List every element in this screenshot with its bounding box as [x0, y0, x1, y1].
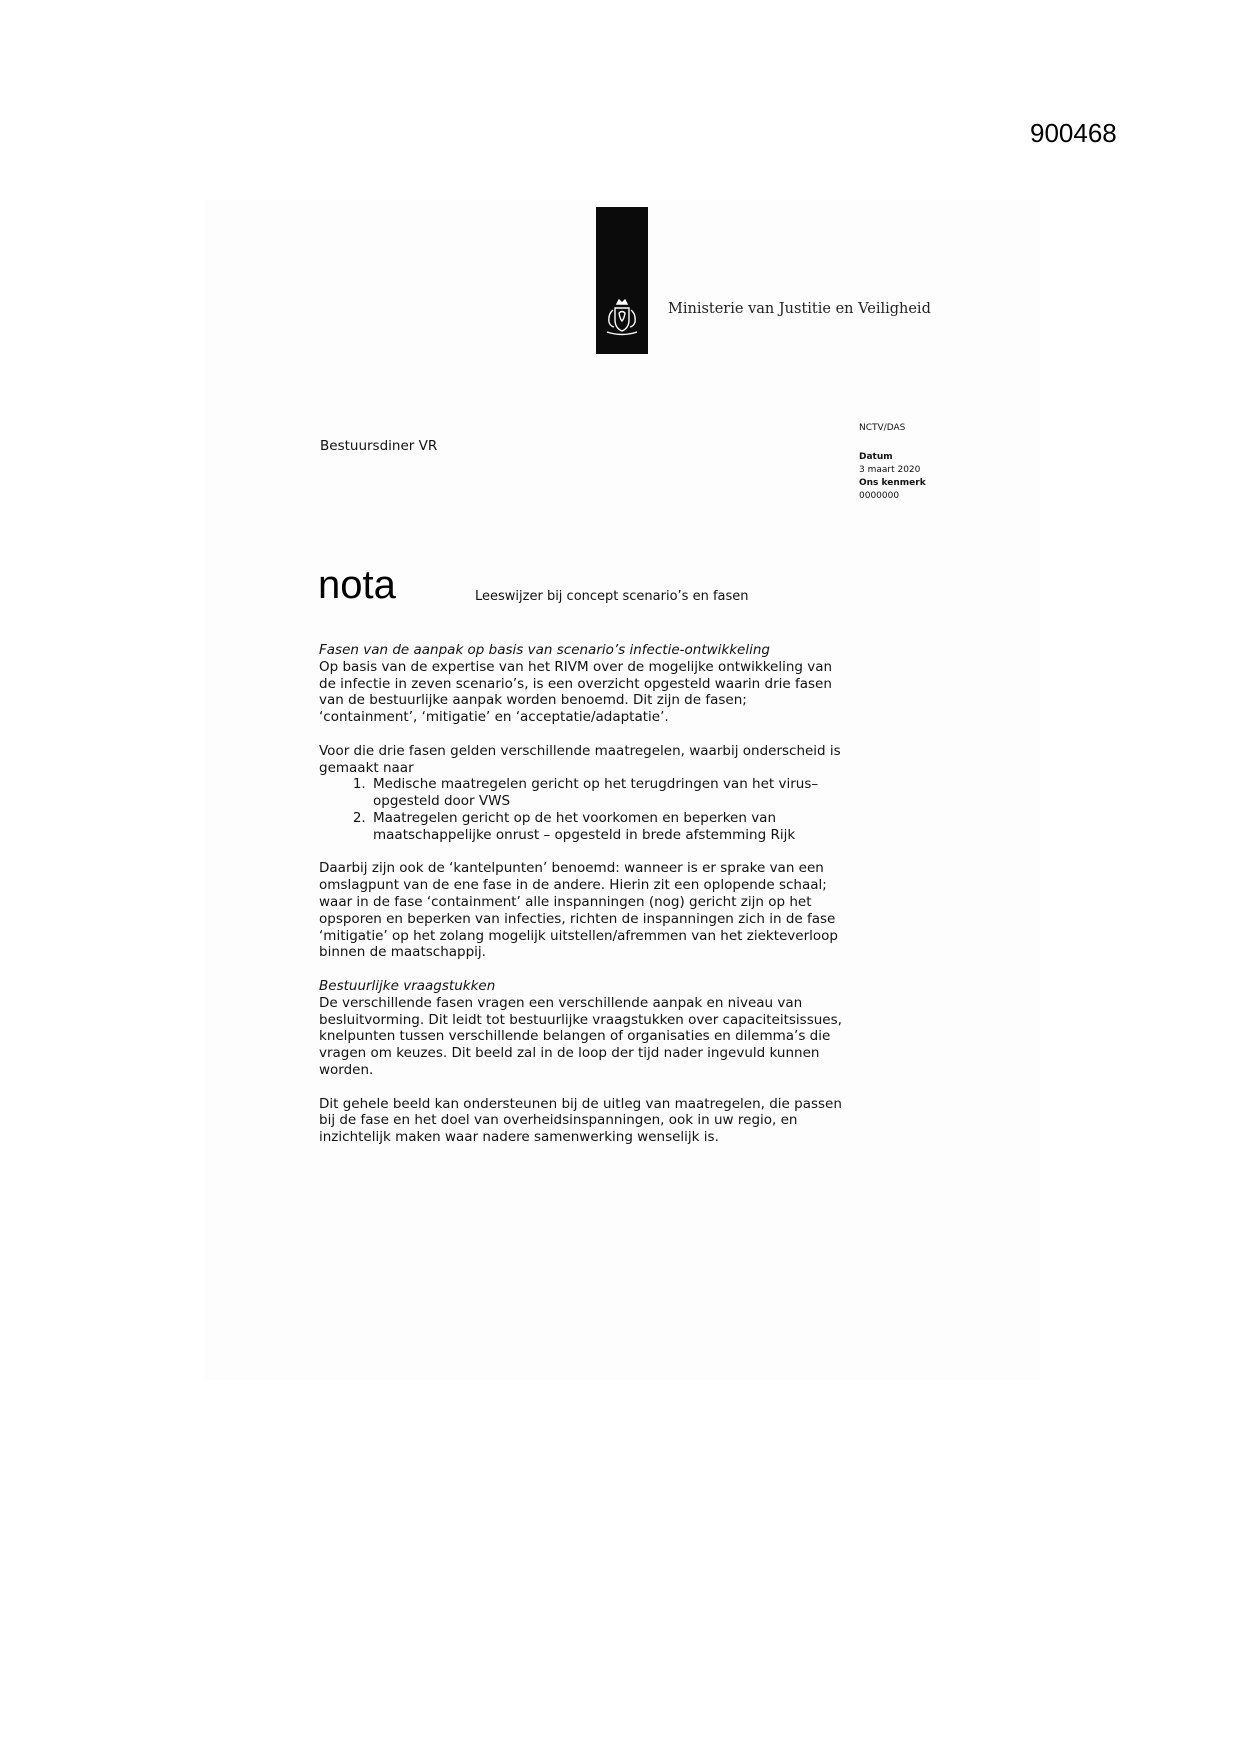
paragraph: De verschillende fasen vragen een verschillende aanpak en niveau van besluitvorming. Dit leidt tot bestuurlijke vraagstukken over capaciteitsissues, knelpunten tussen verschillende belangen of organisaties en dilemma’s die vragen om keuzes. Dit beeld zal in de loop der tijd nader ingevuld kunnen worden.	[319, 994, 842, 1078]
document-body	[319, 642, 849, 1163]
recipient: Bestuursdiner VR	[320, 438, 438, 454]
section-heading: Bestuurlijke vraagstukken	[319, 977, 496, 994]
paragraph: Daarbij zijn ook de ‘kantelpunten’ benoemd: wanneer is er sprake van een omslagpunt van de ene fase in de andere. Hierin zit een oplopende schaal; waar in de fase ‘containment’ alle inspanningen (nog) gericht zijn op het opsporen en beperken van infecties, richten de inspanningen zich in de fase ‘mitigatie’ op het zolang mogelijk uitstellen/afremmen van het ziekteverloop binnen de maatschappij.	[319, 860, 838, 961]
paragraph: Op basis van de expertise van het RIVM over de mogelijke ontwikkeling van de infectie in zeven scenario’s, is een overzicht opgesteld waarin drie fasen van de bestuurlijke aanpak worden benoemd. Dit zijn de fasen; ‘containment’, ‘mitigatie’ en ‘acceptatie/adaptatie’.	[319, 658, 833, 726]
paragraph: Voor die drie fasen gelden verschillende maatregelen, waarbij onderscheid is gemaakt naar	[319, 742, 841, 776]
date-label: Datum	[859, 452, 893, 462]
department: NCTV/DAS	[859, 423, 906, 433]
list-item: 2. Maatregelen gericht op de het voorkomen en beperken van maatschappelijke onrust – opgesteld in brede afstemming Rijk	[370, 810, 849, 844]
ministry-name: Ministerie van Justitie en Veiligheid	[668, 301, 931, 317]
royal-crest-icon	[600, 296, 644, 340]
document-number: 900468	[1030, 118, 1117, 148]
paragraph: Dit gehele beeld kan ondersteunen bij de uitleg van maatregelen, die passen bij de fase en het doel van overheidsinspanningen, ook in uw regio, en inzichtelijk maken waar nadere samenwerking wenselijk is.	[319, 1095, 842, 1146]
section-heading: Fasen van de aanpak op basis van scenario’s infectie-ontwikkeling	[319, 642, 770, 658]
reference-value: 0000000	[859, 491, 900, 501]
reference-label: Ons kenmerk	[859, 478, 926, 488]
list-item: 1. Medische maatregelen gericht op het terugdringen van het virus– opgesteld door VWS	[370, 776, 849, 810]
document-type: nota	[318, 563, 396, 607]
measures-list	[319, 776, 849, 843]
date-value: 3 maart 2020	[859, 465, 921, 475]
meta-block	[859, 422, 926, 503]
subject: Leeswijzer bij concept scenario’s en fasen	[475, 589, 749, 604]
